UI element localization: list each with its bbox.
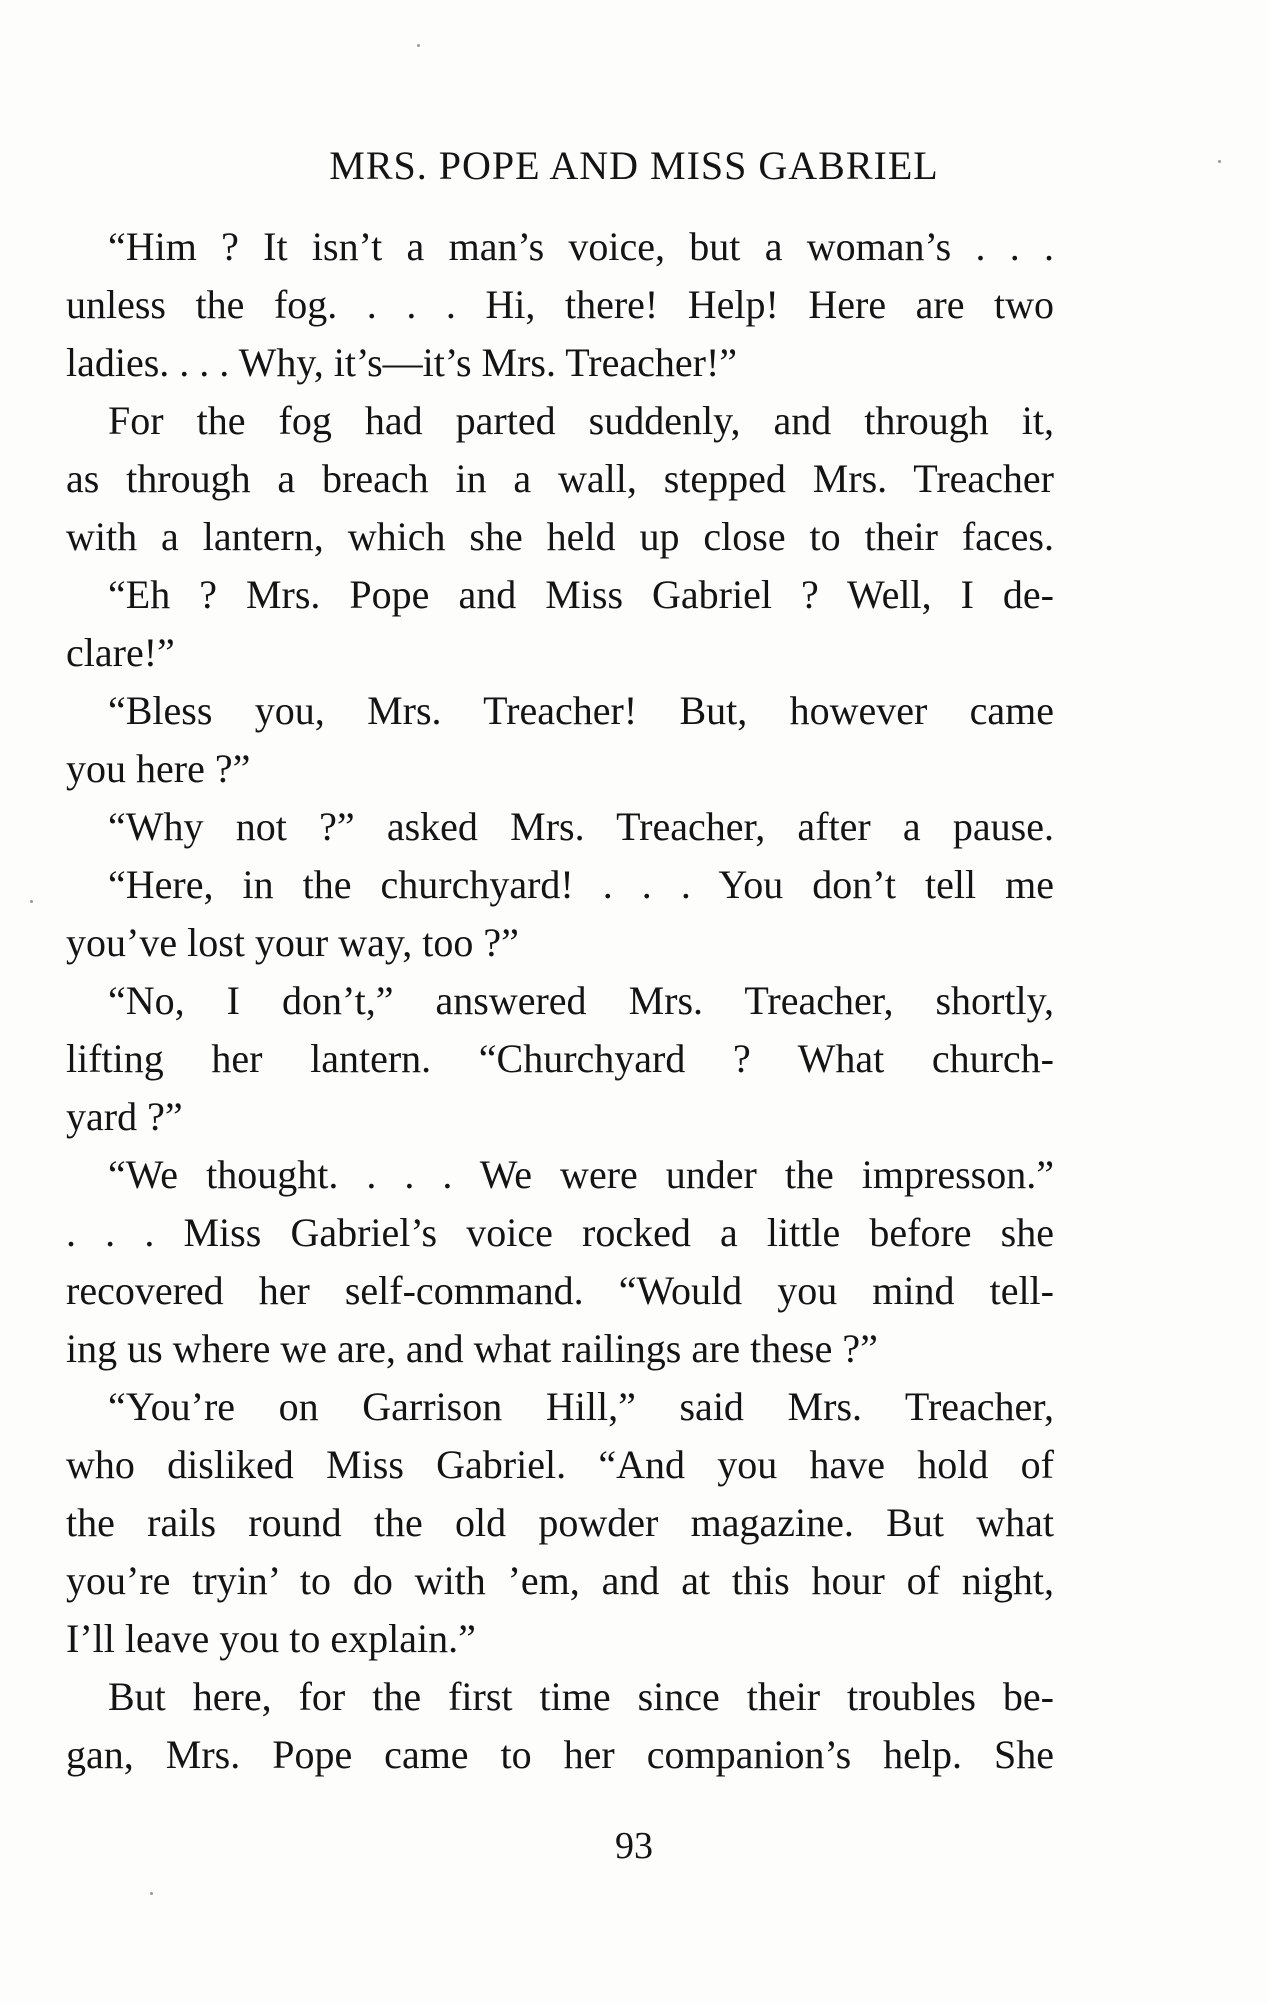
text-line: recovered her self-command. “Would you mind tell- <box>66 1268 1054 1313</box>
paper-speck <box>150 1892 153 1895</box>
text-line: But here, for the first time since their troubles be- <box>108 1674 1054 1719</box>
text-line: yard ?” <box>66 1094 183 1139</box>
text-line: gan, Mrs. Pope came to her companion’s help. She <box>66 1732 1054 1777</box>
page-number: 93 <box>615 1825 653 1867</box>
text-line: with a lantern, which she held up close to their faces. <box>66 514 1054 559</box>
text-line: “No, I don’t,” answered Mrs. Treacher, shortly, <box>108 978 1054 1023</box>
text-line: . . . Miss Gabriel’s voice rocked a little before she <box>66 1210 1054 1255</box>
text-line: “Him ? It isn’t a man’s voice, but a woman’s . . . <box>108 224 1054 269</box>
text-line: “Here, in the churchyard! . . . You don’t tell me <box>108 862 1054 907</box>
text-line: “Why not ?” asked Mrs. Treacher, after a pause. <box>108 804 1054 849</box>
text-line: as through a breach in a wall, stepped Mrs. Treacher <box>66 456 1054 501</box>
text-line: unless the fog. . . . Hi, there! Help! Here are two <box>66 282 1054 327</box>
text-line: you’re tryin’ to do with ’em, and at this hour of night, <box>66 1558 1054 1603</box>
text-line: “Bless you, Mrs. Treacher! But, however came <box>108 688 1054 733</box>
text-line: I’ll leave you to explain.” <box>66 1616 476 1661</box>
text-line: lifting her lantern. “Churchyard ? What church- <box>66 1036 1054 1081</box>
body-text <box>66 218 1054 1784</box>
paper-speck <box>1218 160 1221 163</box>
text-line: “Eh ? Mrs. Pope and Miss Gabriel ? Well, I de- <box>108 572 1054 617</box>
text-line: you here ?” <box>66 746 251 791</box>
text-line: clare!” <box>66 630 175 675</box>
text-line: For the fog had parted suddenly, and through it, <box>108 398 1054 443</box>
running-head: MRS. POPE AND MISS GABRIEL <box>329 143 939 188</box>
paper-speck <box>417 44 420 47</box>
text-line: ing us where we are, and what railings are these ?” <box>66 1326 878 1371</box>
text-line: “You’re on Garrison Hill,” said Mrs. Treacher, <box>108 1384 1054 1429</box>
paper-speck <box>30 900 33 903</box>
text-line: ladies. . . . Why, it’s—it’s Mrs. Treacher!” <box>66 340 738 385</box>
text-line: the rails round the old powder magazine. But what <box>66 1500 1054 1545</box>
text-line: you’ve lost your way, too ?” <box>66 920 519 965</box>
text-line: “We thought. . . . We were under the impresson.” <box>108 1152 1054 1197</box>
text-line: who disliked Miss Gabriel. “And you have hold of <box>66 1442 1054 1487</box>
